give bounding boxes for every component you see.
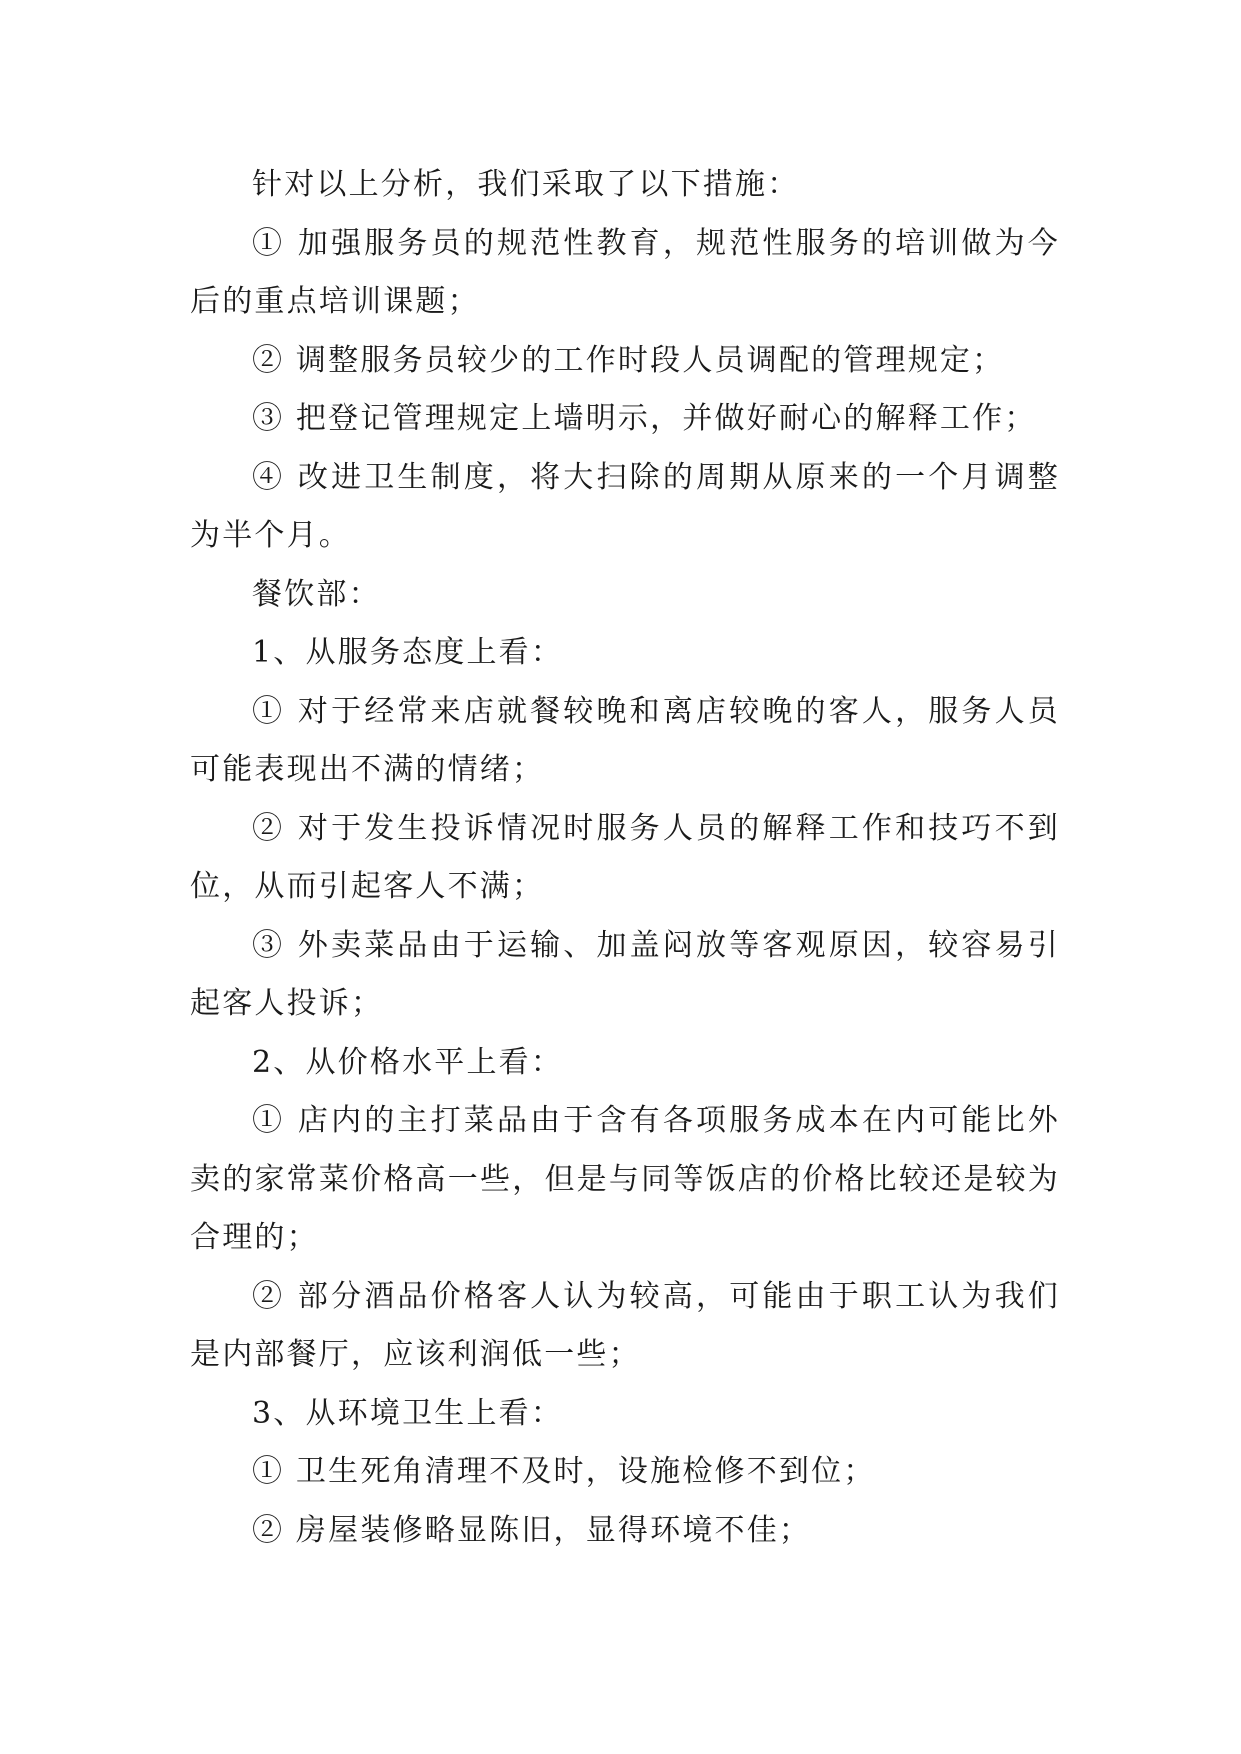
paragraph-environment-2: ② 房屋装修略显陈旧，显得环境不佳；	[252, 1512, 812, 1548]
paragraph-environment-1: ① 卫生死角清理不及时，设施检修不到位；	[252, 1454, 876, 1489]
paragraph-measures-intro: 针对以上分析，我们采取了以下措施：	[252, 167, 800, 202]
section-heading-catering: 餐饮部：	[252, 576, 381, 612]
paragraph-attitude-3: ③ 外卖菜品由于运输、加盖闷放等客观原因，较容易引起客人投诉；	[190, 927, 1060, 1021]
paragraph-price-1: ① 店内的主打菜品由于含有各项服务成本在内可能比外卖的家常菜价格高一些，但是与同等饭店的价格比较还是较为合理的；	[190, 1103, 1060, 1255]
paragraph-measure-2: ② 调整服务员较少的工作时段人员调配的管理规定；	[252, 342, 1005, 378]
document-body	[190, 156, 1060, 1560]
paragraph-attitude-1: ① 对于经常来店就餐较晚和离店较晚的客人，服务人员可能表现出不满的情绪；	[190, 693, 1060, 787]
subheading-environment: 3、从环境卫生上看：	[252, 1395, 564, 1431]
paragraph-price-2: ② 部分酒品价格客人认为较高，可能由于职工认为我们是内部餐厅，应该利润低一些；	[190, 1278, 1060, 1372]
paragraph-measure-3: ③ 把登记管理规定上墙明示，并做好耐心的解释工作；	[252, 401, 1037, 436]
paragraph-measure-1: ① 加强服务员的规范性教育，规范性服务的培训做为今后的重点培训课题；	[190, 225, 1060, 319]
subheading-price-level: 2、从价格水平上看：	[252, 1044, 564, 1080]
subheading-service-attitude: 1、从服务态度上看：	[252, 635, 564, 670]
paragraph-attitude-2: ② 对于发生投诉情况时服务人员的解释工作和技巧不到位，从而引起客人不满；	[190, 810, 1060, 904]
paragraph-measure-4: ④ 改进卫生制度，将大扫除的周期从原来的一个月调整为半个月。	[190, 459, 1060, 553]
